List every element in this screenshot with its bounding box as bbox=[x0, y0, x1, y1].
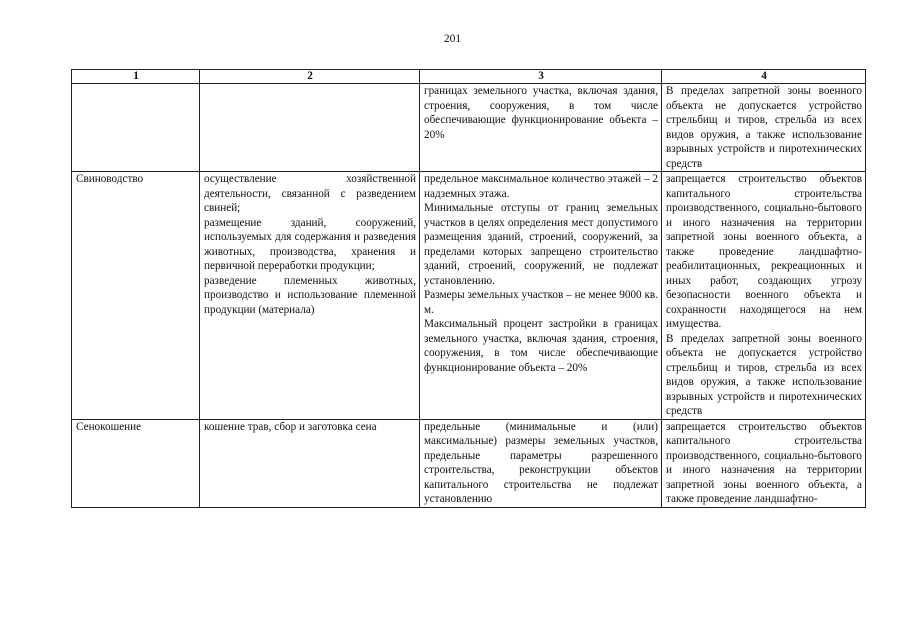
parameters-text: Минимальные отступы от границ земельных участков в целях определения мест допустимого размещения зданий, строений, сооружений, за пределами которых запрещено строительство зданий, строений, сооружений, не подлежат установлению. bbox=[424, 202, 658, 287]
restrictions-text: запрещается строительство объектов капитального строительства производственного, социально-бытового и иного назначения на территории запретной зоны военного объекта, а также проведение ландшафтно- bbox=[666, 420, 862, 505]
table-row bbox=[72, 172, 866, 420]
parameters-text: Размеры земельных участков – не менее 9000 кв. м. bbox=[424, 289, 658, 316]
restrictions-text: В пределах запретной зоны военного объекта не допускается устройство стрельбищ и тиров, стрельба из всех видов оружия, а также использование взрывных устройств и пиротехнических средств bbox=[666, 85, 862, 170]
column-header-3: 3 bbox=[420, 70, 662, 84]
use-type-name: Сенокошение bbox=[76, 420, 142, 433]
use-type-cell bbox=[72, 84, 200, 172]
restrictions-text: запрещается строительство объектов капитального строительства производственного, социально-бытового и иного назначения на территории запретной зоны военного объекта, а также проведение ландшафтно-реабилитационных, рекреационных и иных работ, создающих угрозу безопасности военного объекта и сохранности находящегося на нем имущества. bbox=[666, 173, 862, 330]
use-description-text: размещение зданий, сооружений, используемых для содержания и разведения животных, производства, хранения и первичной переработки продукции; bbox=[204, 216, 416, 272]
parameters-text: предельное максимальное количество этажей – 2 надземных этажа. bbox=[424, 173, 658, 200]
table-header-row bbox=[72, 70, 866, 84]
restrictions-cell bbox=[662, 419, 866, 507]
use-description-cell bbox=[200, 172, 420, 420]
table-row bbox=[72, 419, 866, 507]
use-type-name: Свиноводство bbox=[76, 173, 144, 185]
land-use-regulations-table bbox=[71, 69, 866, 508]
parameters-text: Максимальный процент застройки в границах земельного участка, включая здания, строения, сооружения, в том числе обеспечивающие функционирование объекта – 20% bbox=[424, 318, 658, 374]
parameters-cell bbox=[420, 172, 662, 420]
parameters-cell bbox=[420, 84, 662, 172]
parameters-cell bbox=[420, 419, 662, 507]
column-header-1: 1 bbox=[72, 70, 200, 84]
use-type-cell bbox=[72, 172, 200, 420]
page-number: 201 bbox=[443, 33, 462, 45]
use-type-cell bbox=[72, 419, 200, 507]
restrictions-cell bbox=[662, 84, 866, 172]
use-description-cell bbox=[200, 419, 420, 507]
parameters-text: границах земельного участка, включая здания, строения, сооружения, в том числе обеспечивающие функционирование объекта – 20% bbox=[424, 85, 658, 141]
use-description-text: кошение трав, сбор и заготовка сена bbox=[204, 420, 377, 433]
restrictions-cell bbox=[662, 172, 866, 420]
parameters-text: предельные (минимальные и (или) максимальные) размеры земельных участков, предельные параметры разрешенного строительства, реконструкции объектов капитального строительства не подлежат установлению bbox=[424, 420, 658, 505]
restrictions-text: В пределах запретной зоны военного объекта не допускается устройство стрельбищ и тиров, стрельба из всех видов оружия, а также использование взрывных устройств и пиротехнических средств bbox=[666, 332, 862, 417]
use-description-text: осуществление хозяйственной деятельности, связанной с разведением свиней; bbox=[204, 173, 416, 214]
column-header-4: 4 bbox=[662, 70, 866, 84]
table-row bbox=[72, 84, 866, 172]
use-description-text: разведение племенных животных, производство и использование племенной продукции (материала) bbox=[204, 274, 416, 316]
use-description-cell bbox=[200, 84, 420, 172]
column-header-2: 2 bbox=[200, 70, 420, 84]
